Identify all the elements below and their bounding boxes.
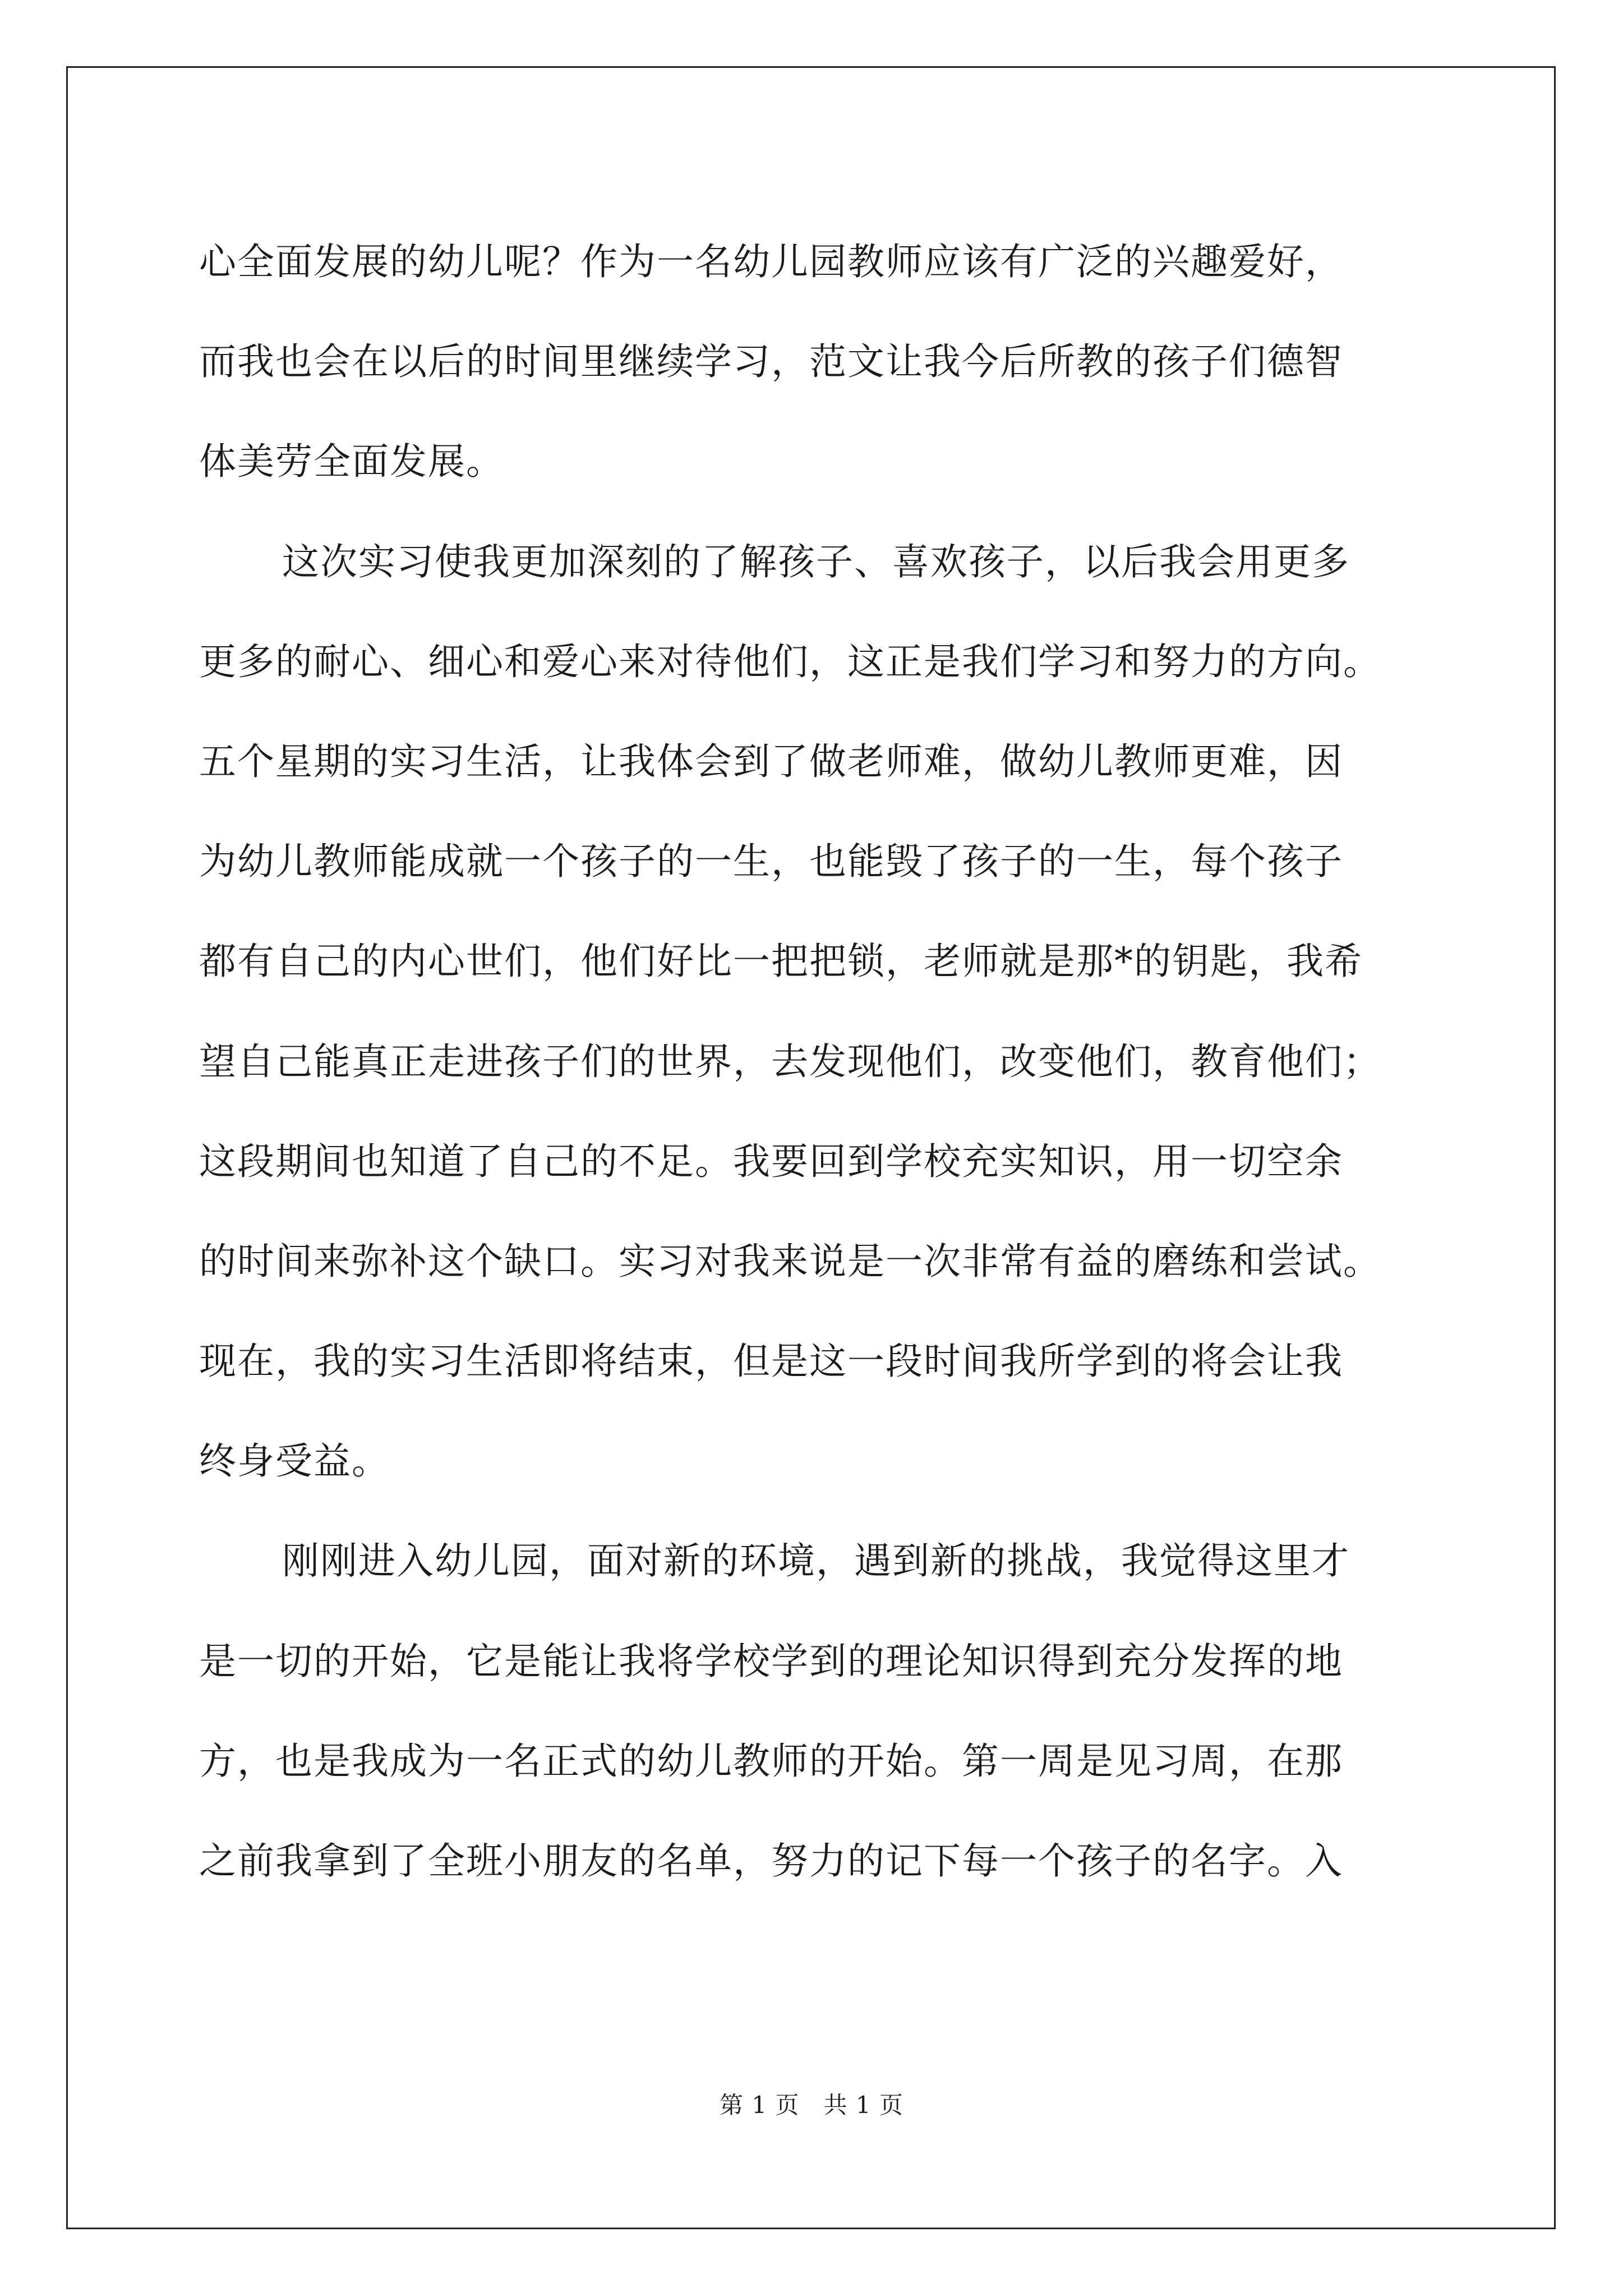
text-line: 为幼儿教师能成就一个孩子的一生，也能毁了孩子的一生，每个孩子 — [199, 840, 1343, 884]
text-line: 这段期间也知道了自己的不足。我要回到学校充实知识，用一切空余 — [199, 1139, 1343, 1183]
document-body — [199, 212, 1438, 1911]
paragraph-start-line: 这次实习使我更加深刻的了解孩子、喜欢孩子，以后我会用更多 — [282, 540, 1350, 583]
text-line: 而我也会在以后的时间里继续学习，范文让我今后所教的孩子们德智 — [199, 340, 1343, 384]
text-line: 终身受益。 — [199, 1439, 390, 1483]
text-line: 望自己能真正走进孩子们的世界，去发现他们，改变他们，教育他们； — [199, 1039, 1381, 1083]
text-line: 都有自己的内心世们，他们好比一把把锁，老师就是那*的钥匙，我希 — [199, 940, 1363, 983]
text-line: 五个星期的实习生活，让我体会到了做老师难，做幼儿教师更难，因 — [199, 739, 1343, 783]
text-line: 之前我拿到了全班小朋友的名单，努力的记下每一个孩子的名字。入 — [199, 1839, 1343, 1883]
text-line: 是一切的开始，它是能让我将学校学到的理论知识得到充分发挥的地 — [199, 1639, 1343, 1683]
text-line: 的时间来弥补这个缺口。实习对我来说是一次非常有益的磨练和尝试。 — [199, 1239, 1381, 1283]
text-line: 更多的耐心、细心和爱心来对待他们，这正是我们学习和努力的方向。 — [199, 639, 1381, 683]
text-line: 心全面发展的幼儿呢？作为一名幼儿园教师应该有广泛的兴趣爱好， — [199, 240, 1343, 283]
page-number-label: 第 1 页 共 1 页 — [720, 2091, 903, 2119]
page-footer — [0, 2087, 1623, 2120]
paragraph-start-line: 刚刚进入幼儿园，面对新的环境，遇到新的挑战，我觉得这里才 — [282, 1539, 1350, 1583]
text-line: 体美劳全面发展。 — [199, 440, 504, 484]
text-line: 方，也是我成为一名正式的幼儿教师的开始。第一周是见习周，在那 — [199, 1739, 1343, 1783]
text-line: 现在，我的实习生活即将结束，但是这一段时间我所学到的将会让我 — [199, 1340, 1343, 1383]
